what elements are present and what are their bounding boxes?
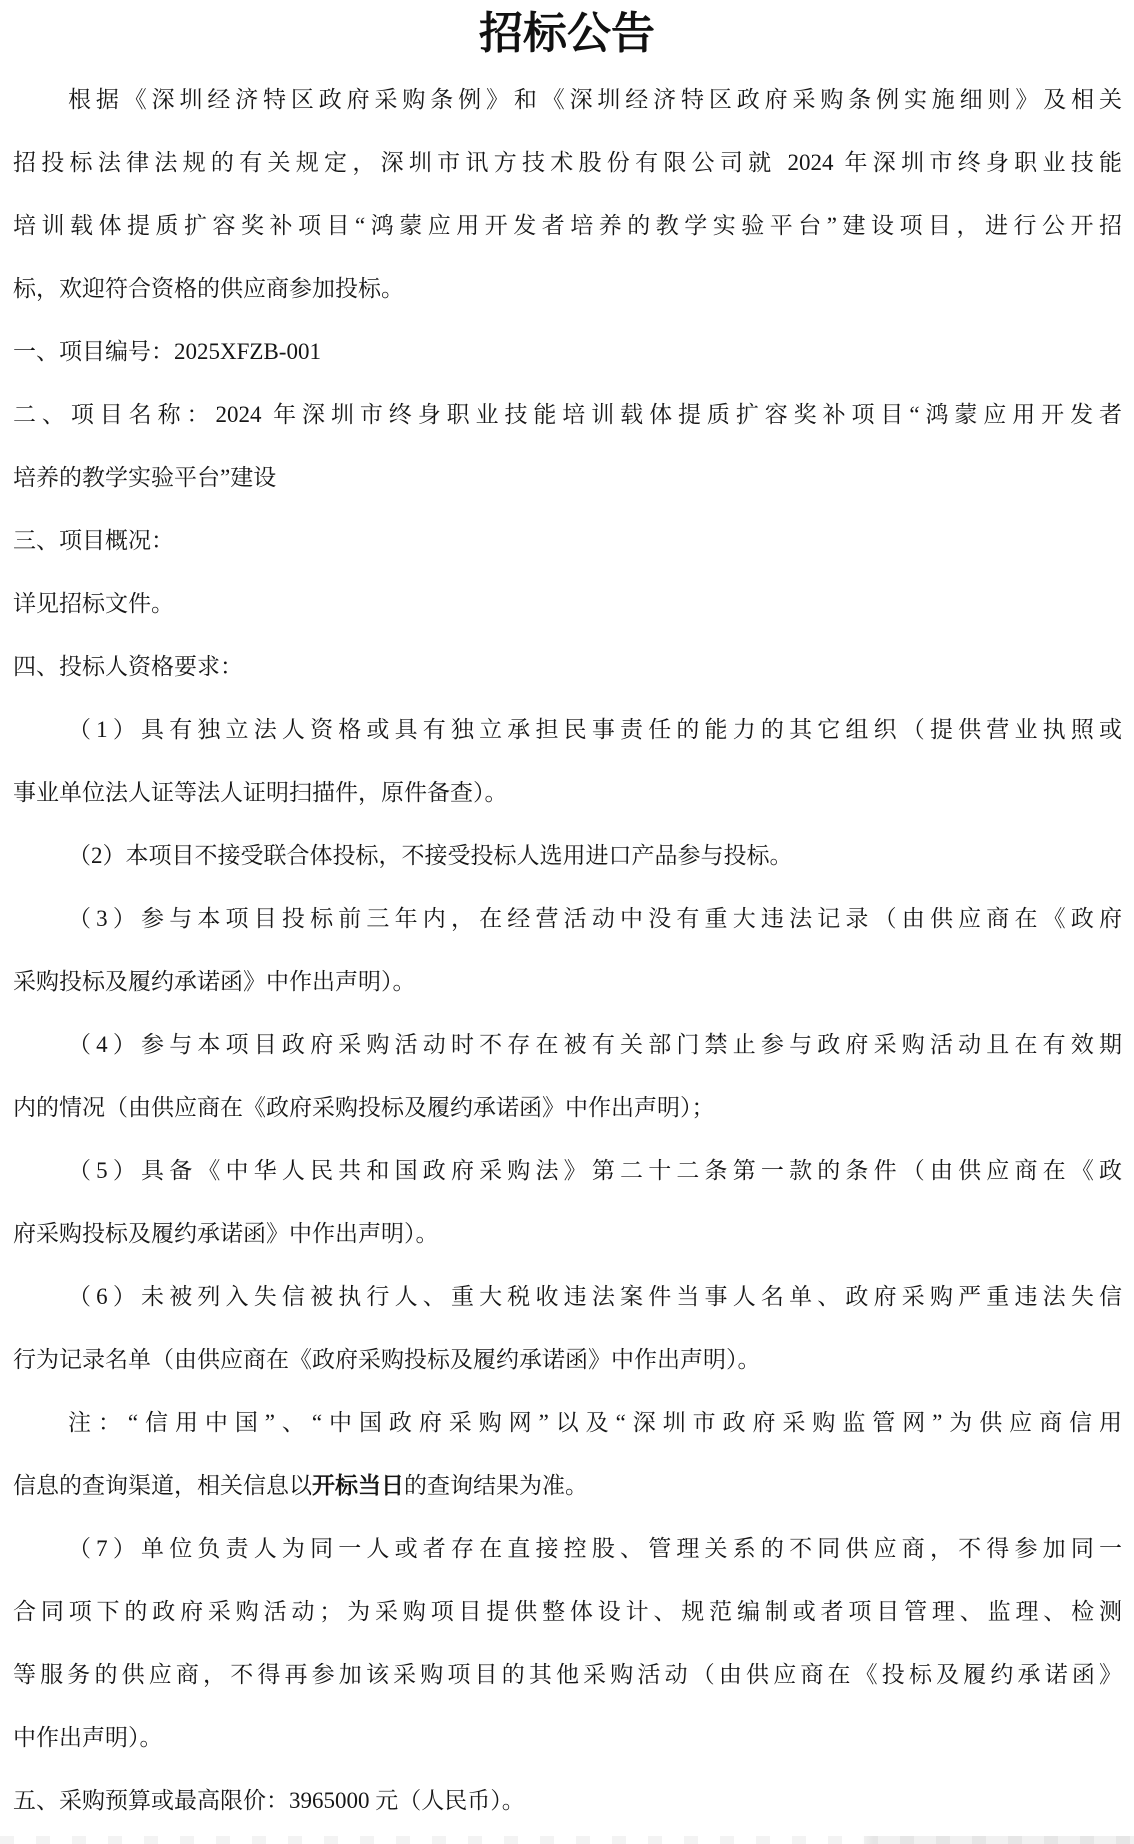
document-body xyxy=(0,68,1134,1832)
qualification-item-3-line: 采购投标及履约承诺函》中作出声明）。 xyxy=(13,969,416,994)
qualification-item-4-line: （4）参与本项目政府采购活动时不存在被有关部门禁止参与政府采购活动且在有效期 xyxy=(68,1032,1122,1057)
credit-note-text: 的查询结果为准。 xyxy=(404,1473,588,1498)
qualification-item-5-line: 府采购投标及履约承诺函》中作出声明）。 xyxy=(13,1221,439,1246)
section-project-number: 一、项目编号：2025XFZB-001 xyxy=(13,339,321,364)
intro-line: 标，欢迎符合资格的供应商参加投标。 xyxy=(13,276,404,301)
credit-note-bold-text: 开标当日 xyxy=(312,1473,404,1498)
intro-line: 根据《深圳经济特区政府采购条例》和《深圳经济特区政府采购条例实施细则》及相关 xyxy=(68,87,1122,112)
qualification-item-1-line: （1）具有独立法人资格或具有独立承担民事责任的能力的其它组织（提供营业执照或 xyxy=(68,717,1122,742)
credit-note-line xyxy=(13,1454,1122,1517)
qualification-item-7-line: 等服务的供应商，不得再参加该采购项目的其他采购活动（由供应商在《投标及履约承诺函》 xyxy=(13,1662,1122,1687)
qualification-item-2-line: （2）本项目不接受联合体投标，不接受投标人选用进口产品参与投标。 xyxy=(68,843,793,868)
qualification-item-7-line: 中作出声明）。 xyxy=(13,1725,163,1750)
credit-note-text: 信息的查询渠道，相关信息以 xyxy=(13,1473,312,1498)
qualification-item-6-line: （6）未被列入失信被执行人、重大税收违法案件当事人名单、政府采购严重违法失信 xyxy=(68,1284,1122,1309)
qualification-item-4-line: 内的情况（由供应商在《政府采购投标及履约承诺函》中作出声明）； xyxy=(13,1095,715,1120)
qualification-item-6-line: 行为记录名单（由供应商在《政府采购投标及履约承诺函》中作出声明）。 xyxy=(13,1347,761,1372)
overview-detail-line: 详见招标文件。 xyxy=(13,591,174,616)
qualification-item-7-line: 合同项下的政府采购活动；为采购项目提供整体设计、规范编制或者项目管理、监理、检测 xyxy=(13,1599,1122,1624)
section-project-overview: 三、项目概况： xyxy=(13,528,174,553)
clipped-next-line xyxy=(0,1836,1134,1844)
qualification-item-1-line: 事业单位法人证等法人证明扫描件，原件备查）。 xyxy=(13,780,508,805)
qualification-item-7-line: （7）单位负责人为同一人或者存在直接控股、管理关系的不同供应商，不得参加同一 xyxy=(68,1536,1122,1561)
section-project-name-line: 培养的教学实验平台”建设 xyxy=(13,465,277,490)
intro-line: 培训载体提质扩容奖补项目“鸿蒙应用开发者培养的教学实验平台”建设项目，进行公开招 xyxy=(13,213,1122,238)
qualification-item-3-line: （3）参与本项目投标前三年内，在经营活动中没有重大违法记录（由供应商在《政府 xyxy=(68,906,1122,931)
section-bidder-qualifications: 四、投标人资格要求： xyxy=(13,654,243,679)
credit-note-line: 注：“信用中国”、“中国政府采购网”以及“深圳市政府采购监管网”为供应商信用 xyxy=(68,1410,1122,1435)
section-project-name-line: 二、项目名称：2024 年深圳市终身职业技能培训载体提质扩容奖补项目“鸿蒙应用开发者 xyxy=(13,402,1122,427)
intro-line: 招投标法律法规的有关规定，深圳市讯方技术股份有限公司就 2024 年深圳市终身职业技能 xyxy=(13,150,1122,175)
qualification-item-5-line: （5）具备《中华人民共和国政府采购法》第二十二条第一款的条件（由供应商在《政 xyxy=(68,1158,1122,1183)
document-title: 招标公告 xyxy=(479,9,655,58)
section-budget: 五、采购预算或最高限价：3965000 元（人民币）。 xyxy=(13,1788,525,1813)
